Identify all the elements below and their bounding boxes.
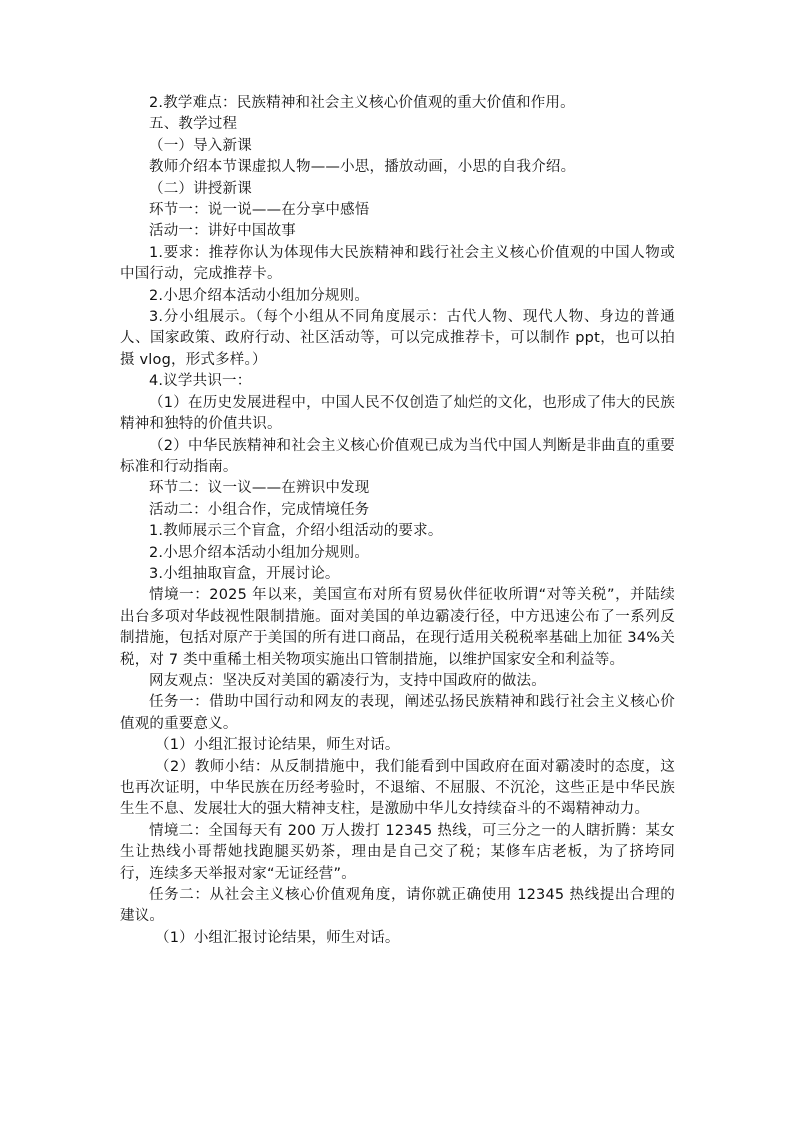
paragraph: 环节一：说一说——在分享中感悟 [149,202,370,219]
paragraph: 情境二：全国每天有 200 万人拨打 12345 热线，可三分之一的人瞎折腾：某女生让热线小哥帮她找跑腿买奶茶，理由是自己交了税；某修车店老板，为了挤垮同行，连续多天举报对家“无证经营”。 [120,822,675,882]
paragraph: （1）在历史发展进程中，中国人民不仅创造了灿烂的文化，也形成了伟大的民族精神和独特的价值共识。 [120,394,675,433]
paragraph: 活动二：小组合作，完成情境任务 [149,501,370,518]
paragraph: 环节二：议一议——在辨识中发现 [149,480,370,497]
paragraph: （2）教师小结：从反制措施中，我们能看到中国政府在面对霸凌时的态度，这也再次证明，中华民族在历经考验时，不退缩、不屈服、不沉沦，这些正是中华民族生生不息、发展壮大的强大精神支柱，是激励中华儿女持续奋斗的不竭精神动力。 [120,758,675,818]
paragraph: 3.小组抽取盲盒，开展讨论。 [149,565,340,582]
paragraph: （1）小组汇报讨论结果，师生对话。 [155,929,400,946]
paragraph: 教师介绍本节课虚拟人物——小思，播放动画，小思的自我介绍。 [149,159,576,176]
paragraph: 任务二：从社会主义核心价值观角度，请你就正确使用 12345 热线提出合理的建议。 [120,887,675,925]
paragraph: 网友观点：坚决反对美国的霸凌行为，支持中国政府的做法。 [149,672,546,689]
subsection-heading: （二）讲授新课 [149,180,252,197]
paragraph: 任务一：借助中国行动和网友的表现，阐述弘扬民族精神和践行社会主义核心价值观的重要意义。 [120,694,675,732]
paragraph: 2.教学难点：民族精神和社会主义核心价值观的重大价值和作用。 [149,95,575,111]
paragraph: 情境一：2025 年以来，美国宣布对所有贸易伙伴征收所谓“对等关税”，并陆续出台多项对华歧视性限制措施。面对美国的单边霸凌行径，中方迅速公布了一系列反制措施，包括对原产于美国的所有进口商品，在现行适用关税税率基础上加征 34%关税，对 7 类中重稀土相关物项实施出口管制措施，以维护国家安全和利益等。 [120,587,675,668]
document-body [120,93,675,949]
paragraph: 4.议学共识一： [149,373,252,390]
paragraph: （1）小组汇报讨论结果，师生对话。 [155,737,400,754]
subsection-heading: （一）导入新课 [149,137,252,154]
section-heading: 五、教学过程 [149,116,238,133]
paragraph: （2）中华民族精神和社会主义核心价值观已成为当代中国人判断是非曲直的重要标准和行动指南。 [120,437,675,475]
paragraph: 2.小思介绍本活动小组加分规则。 [149,287,370,304]
paragraph: 活动一：讲好中国故事 [149,223,296,240]
paragraph: 2.小思介绍本活动小组加分规则。 [149,544,370,561]
paragraph: 1.要求：推荐你认为体现伟大民族精神和践行社会主义核心价值观的中国人物或中国行动，完成推荐卡。 [120,244,675,283]
paragraph: 3.分小组展示。（每个小组从不同角度展示：古代人物、现代人物、身边的普通人、国家政策、政府行动、社区活动等，可以完成推荐卡，可以制作 ppt，也可以拍摄 vlog，形式多样。） [120,309,675,368]
paragraph: 1.教师展示三个盲盒，介绍小组活动的要求。 [149,523,443,540]
